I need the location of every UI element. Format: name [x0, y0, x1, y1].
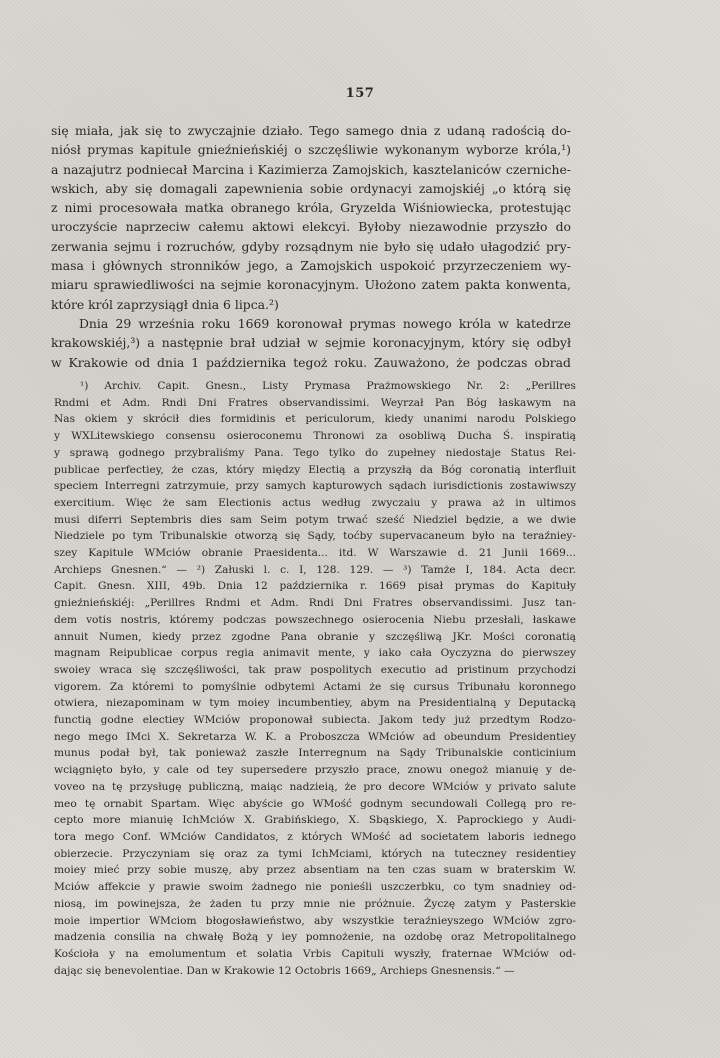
footnotes: [54, 378, 576, 979]
footnote-line: tora mego Conf. WMciów Candidatos, z których WMość ad societatem laboris iednego: [54, 830, 576, 843]
footnote-line: nego mego IMci X. Sekretarza W. K. a Proboszcza WMciów ad obeundum Presidentiey: [54, 730, 576, 743]
text-line: się miała, jak się to zwyczajnie działo. Tego samego dnia z udaną radością do-: [51, 123, 571, 138]
text-line: uroczyście naprzeciw całemu aktowi elekcyi. Byłoby niezawodnie przyszło do: [51, 219, 571, 235]
footnote-line: moiey mieć przy sobie muszę, aby przez absentiam na ten czas suam w braterskim W.: [54, 864, 576, 877]
footnote-line: wciągnięto było, y cale od tey supersedere przyszło prace, znowu onegoż mianuię y de-: [54, 764, 576, 777]
footnote-line: voveo na tę przysługę publiczną, maiąc nadzieią, że pro decore WMciów y privato salute: [54, 780, 576, 793]
footnote-line: annuit Numen, kiedy przez zgodne Pana obranie y szczęśliwą JKr. Mości coronatią: [54, 630, 576, 643]
footnote-line: y sprawą godnego przybraliśmy Pana. Tego tylko do zupełney niedostaje Status Rei-: [54, 446, 576, 459]
footnote-line: otwiera, niezapominam w tym moiey incumbentiey, abym na Presidentialną y Deputacką: [54, 697, 576, 710]
footnote-line: speciem Interregni zatrzymuie, przy samych kapturowych sądach iurisdictionis zostawiwszy: [54, 480, 576, 493]
footnote-line: obierzecie. Przyczyniam się oraz za tymi IchMciami, których na tuteczney residentiey: [54, 847, 576, 860]
text-line: w Krakowie od dnia 1 października tegoż roku. Zauważono, że podczas obrad: [51, 354, 571, 370]
page-number: 157: [345, 86, 375, 101]
footnote-line: dem votis nostris, któremy podczas powszechnego osierocenia Niebu przesłali, łaskawe: [54, 613, 576, 626]
text-line: wskich, aby się domagali zapewnienia sobie ordynacyi zamojskiéj „o którą się: [51, 180, 571, 196]
footnote-line: ¹) Archiv. Capit. Gnesn., Listy Prymasa Prażmowskiego Nr. 2: „Perillres: [80, 380, 576, 392]
footnote-line: y WXLitewskiego consensu osieroconemu Thronowi za osobliwą Ducha Ś. inspiratią: [54, 430, 576, 443]
footnote-line: Mciów affekcie y prawie swoim żadnego nie ponieśli uszczerbku, co tym snadniey od-: [54, 881, 576, 894]
footnote-line: exercitium. Więc że sam Electionis actus według zwyczaiu y prawa aż in ultimos: [54, 496, 576, 509]
text-line: miaru sprawiedliwości na sejmie koronacyjnym. Ułożono zatem pakta konwenta,: [51, 277, 571, 293]
text-line: które król zaprzysiągł dnia 6 lipca.²): [51, 296, 279, 312]
footnote-line: swoiey wraca się szczęśliwości, tak praw pospolitych executio ad pristinum przychodzi: [54, 663, 576, 676]
footnote-line: Kościoła y na emolumentum et solatia Vrbis Capituli wyszły, fraternae WMciów od-: [54, 947, 576, 960]
text-line: z nimi procesowała matka obranego króla, Gryzelda Wiśniowiecka, protestując: [51, 200, 571, 216]
footnote-line: munus podał był, tak ponieważ zaszłe Interregnum na Sądy Tribunalskie conticinium: [54, 747, 576, 760]
text-line: masa i głównych stronników jego, a Zamojskich uspokoić przyrzeczeniem wy-: [51, 258, 571, 274]
text-line: a nazajutrz podniecał Marcina i Kazimierza Zamojskich, kasztelaniców czerniche-: [51, 161, 571, 177]
footnote-line: moie impertior WMciom błogosławieństwo, aby wszystkie teraźnieyszego WMciów zgro-: [54, 914, 576, 927]
footnote-line: cepto more mianuię IchMciów X. Grabińskiego, X. Sbąskiego, X. Paprockiego y Audi-: [54, 814, 576, 827]
footnote-line: meo tę ornabit Spartam. Więc abyście go WMość godnym secundowali Collegą pro re-: [54, 797, 576, 810]
footnote-line: dając się benevolentiae. Dan w Krakowie 12 Octobris 1669„ Archieps Gnesnensis.“ —: [54, 964, 515, 977]
footnote-line: Archieps Gnesnen.“ — ²) Załuski l. c. I, 128. 129. — ³) Tamże I, 184. Acta decr.: [54, 563, 576, 576]
footnote-line: madzenia consilia na chwałę Bożą y iey pomnożenie, na ozdobę oraz Metropolitalnego: [54, 931, 576, 944]
footnote-line: Niedziele po tym Tribunalskie otworzą się Sądy, toćby supervacaneum było na teraźniey-: [54, 530, 576, 543]
footnote-line: szey Kapitule WMciów obranie Praesidenta... itd. W Warszawie d. 21 Junii 1669...: [54, 547, 576, 560]
footnote-line: Nas okiem y skrócił dies formidinis et periculorum, kiedy unanimi narodu Polskiego: [54, 413, 576, 426]
footnote-line: Capit. Gnesn. XIII, 49b. Dnia 12 października r. 1669 pisał prymas do Kapituły: [54, 580, 576, 593]
text-line: krakowskiéj,³) a następnie brał udział w sejmie koronacyjnym, który się odbył: [51, 335, 571, 351]
footnote-line: Rndmi et Adm. Rndi Dni Fratres observandissimi. Weyrzał Pan Bóg łaskawym na: [54, 396, 576, 409]
footnote-line: musi diferri Septembris dies sam Seim potym trwać sześć Niedziel będzie, a we dwie: [54, 513, 576, 526]
footnote-line: gnieźnieńskiéj: „Perillres Rndmi et Adm. Rndi Dni Fratres observandissimi. Jusz tan-: [54, 597, 576, 610]
footnote-line: functią godne electiey WMciów proponował subiecta. Jakom tedy już przedtym Rodzo-: [54, 714, 576, 727]
text-line: Dnia 29 września roku 1669 koronował prymas nowego króla w katedrze: [79, 315, 571, 331]
footnote-line: vigorem. Za któremi to pomyślnie odbytemi Actami że się cursus Tribunału koronnego: [54, 680, 576, 693]
footnote-line: magnam Reipublicae corpus regia animavit mente, y iako cała Oyczyzna do pierwszey: [54, 647, 576, 660]
footnote-line: publicae perfectiey, że czas, który między Electią a przyszłą da Bóg coronatią interfluit: [54, 463, 576, 476]
text-line: zerwania sejmu i rozruchów, gdyby rozsądnym nie było się udało ułagodzić pry-: [51, 238, 571, 254]
main-text: [51, 121, 571, 372]
footnote-line: niosą, im powinejsza, że żaden tu przy mnie nie próżnuie. Życzę zatym y Pasterskie: [54, 897, 576, 910]
text-line: niósł prymas kapitule gnieźnieńskiéj o szczęśliwie wykonanym wyborze króla,¹): [51, 142, 571, 158]
